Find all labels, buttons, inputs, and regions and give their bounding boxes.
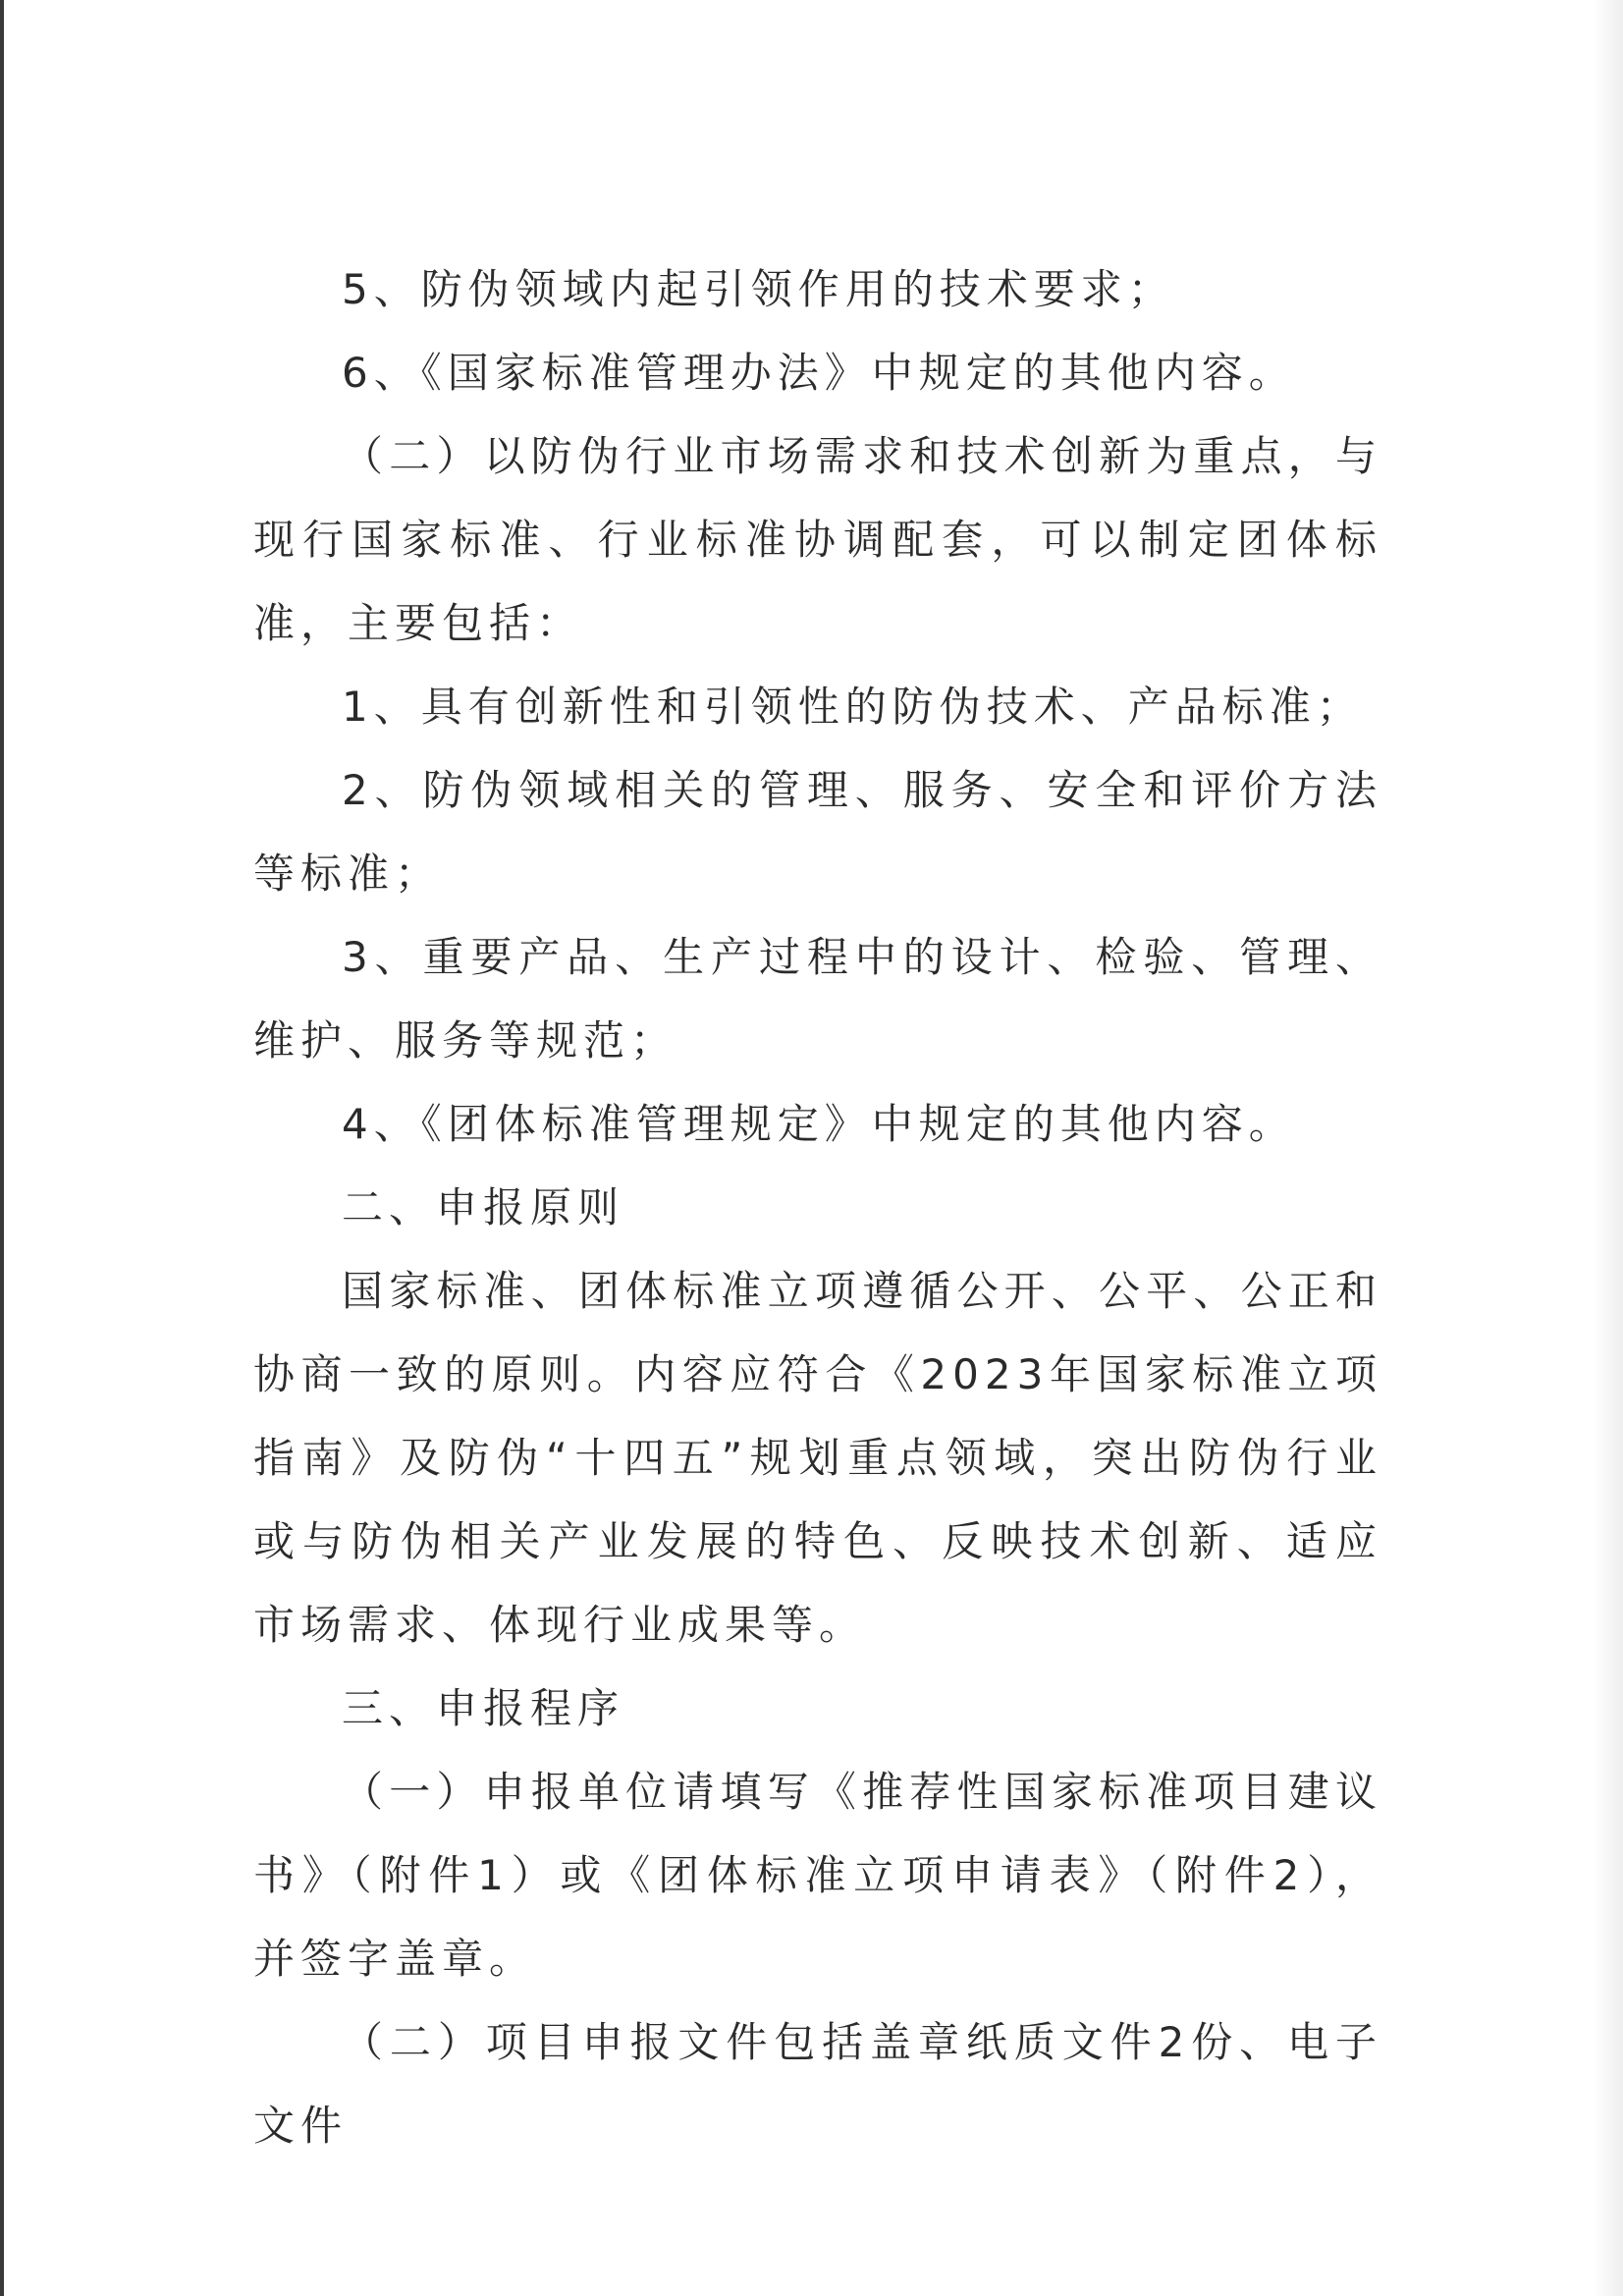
section-paragraph-2: （二）以防伪行业市场需求和技术创新为重点，与现行国家标准、行业标准协调配套，可以制定团体标准，主要包括：: [253, 432, 1382, 647]
principles-paragraph: 国家标准、团体标准立项遵循公开、公平、公正和协商一致的原则。内容应符合《2023年国家标准立项指南》及防伪“十四五”规划重点领域，突出防伪行业或与防伪相关产业发展的特色、反映技术创新、适应市场需求、体现行业成果等。: [253, 1267, 1382, 1649]
scan-left-edge: [0, 0, 4, 2296]
procedure-step-2: （二）项目申报文件包括盖章纸质文件2份、电子文件: [253, 2018, 1382, 2150]
heading-application-principles: 二、申报原则: [342, 1183, 625, 1231]
list-item-1: 1、具有创新性和引领性的防伪技术、产品标准；: [342, 683, 1364, 731]
procedure-step-1: （一）申报单位请填写《推荐性国家标准项目建议书》（附件1）或《团体标准立项申请表》（附件2），并签字盖章。: [253, 1768, 1382, 1983]
list-item-4: 4、《团体标准管理规定》中规定的其他内容。: [342, 1100, 1296, 1148]
list-item-3: 3、重要产品、生产过程中的设计、检验、管理、维护、服务等规范；: [253, 933, 1382, 1065]
scan-right-shade: [1594, 0, 1623, 2296]
list-item-6: 6、《国家标准管理办法》中规定的其他内容。: [342, 349, 1296, 397]
document-body: [253, 247, 1382, 2167]
list-item-5: 5、防伪领域内起引领作用的技术要求；: [342, 265, 1175, 313]
list-item-2: 2、防伪领域相关的管理、服务、安全和评价方法等标准；: [253, 766, 1382, 898]
heading-application-procedure: 三、申报程序: [342, 1684, 625, 1732]
